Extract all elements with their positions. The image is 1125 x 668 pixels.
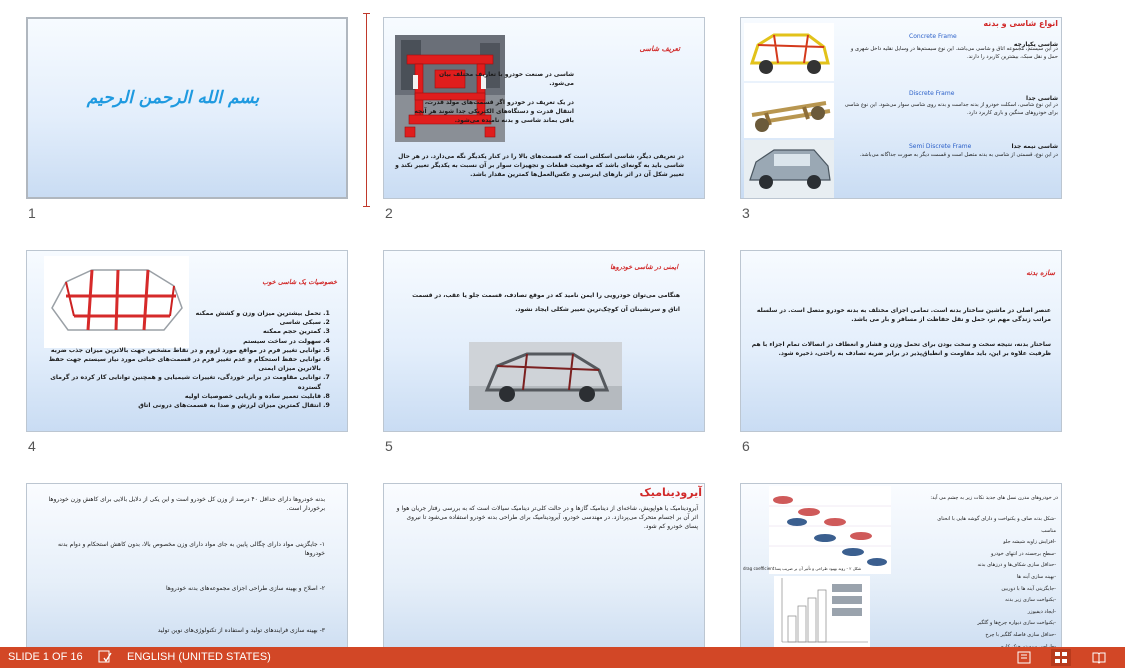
slide-thumbnail-3[interactable] xyxy=(740,17,1062,199)
slide-thumbnail-7[interactable] xyxy=(26,483,348,648)
slide-thumbnail-2[interactable] xyxy=(383,17,705,199)
slide-number: 1 xyxy=(28,205,36,221)
list-item: -یکنواخت سازی زیر بدنه xyxy=(1005,597,1056,604)
features-list xyxy=(921,514,1056,665)
chassis-frame-image xyxy=(395,35,505,142)
list-item: -حداقل سازی شکاف‌ها و درزهای بدنه xyxy=(977,562,1056,569)
reading-view-icon[interactable] xyxy=(1089,649,1109,666)
slide-paragraph: ۱- جایگزینی مواد دارای چگالی پایین به جای مواد دارای وزن مخصوص بالا، بدون کاهش استحکام و دوام بدنه خودروها xyxy=(57,541,325,557)
slide-thumbnail-6[interactable] xyxy=(740,250,1062,432)
slide-number: 6 xyxy=(742,438,750,454)
slide-number: 4 xyxy=(28,438,36,454)
list-item: -سطح برجسته در انتهای خودرو xyxy=(991,550,1056,557)
figure-caption: drag coefficient xyxy=(743,566,775,571)
list-item: -ایجاد دیفیوزر xyxy=(1027,608,1056,615)
slide-heading: سازه بدنه xyxy=(1026,269,1055,277)
list-item: 8. قابلیت تعمیر ساده و بازیابی خصوصیات اولیه xyxy=(35,392,321,401)
frame-type-label: Concrete Frame xyxy=(909,33,957,40)
slide-heading: آیرودینامیک xyxy=(639,486,702,499)
list-item: -شکل بدنه صاف و یکنواخت و دارای گوشه هایی با انحنای مناسب xyxy=(937,516,1056,534)
slide-heading: خصوصیات یک شاسی خوب xyxy=(262,278,337,286)
slide-thumbnail-1[interactable] xyxy=(26,17,348,199)
insertion-marker xyxy=(366,13,367,207)
slide-paragraph: آیرودینامیک یا هواپویش، شاخه‌ای از دینامیک گازها و در حالت کلی‌تر دینامیک سیالات است که به بررسی رفتار جریان هوا و اثر آن بر اجسام متحرک می‌پردازد. در مهندسی خودرو، آیرودینامیک برای طراحی بدنه خودرو استفاده می‌شود تا نیروی پسای خودرو کم شود. xyxy=(396,505,698,530)
slide-paragraph: در این نوع، قسمتی از شاسی به بدنه متصل است و قسمت دیگر به صورت جداگانه می‌باشد. xyxy=(859,152,1058,158)
slide-sorter-view-icon[interactable] xyxy=(1051,649,1071,666)
list-item: 9. انتقال کمترین میزان لرزش و صدا به قسمت‌های درونی اتاق xyxy=(35,401,321,410)
slide-paragraph: در خودروهای مدرن نسل های جدید نکات زیر به چشم می آید: xyxy=(930,495,1058,501)
list-item: -بهینه سازی آینه ها xyxy=(1016,573,1056,580)
list-item: 3. کمترین حجم ممکنه xyxy=(35,327,321,336)
language-indicator[interactable]: ENGLISH (UNITED STATES) xyxy=(127,651,271,663)
concrete-frame-image xyxy=(744,23,834,81)
list-item: -افزایش زاویه شیشه جلو xyxy=(1003,539,1056,546)
list-item: -یکنواخت سازی دیواره چرخ‌ها و گلگیر xyxy=(977,620,1056,627)
slide-paragraph: ۲- اصلاح و بهینه سازی طراحی اجزای مجموعه‌های بدنه خودروها xyxy=(165,585,325,592)
slide-number: 3 xyxy=(742,205,750,221)
list-item: -جایگزینی آینه ها با دوربین xyxy=(1001,585,1056,592)
slide-title: بسم الله الرحمن الرحیم xyxy=(86,88,260,108)
slide-thumbnail-8[interactable] xyxy=(383,483,705,648)
semi-discrete-frame-image xyxy=(744,140,834,198)
slide-paragraph: در یک تعریف در خودرو اگر قسمت‌های مولد قدرت، انتقال قدرت و دستگاه‌های الکتریکی جدا شوند هر آنچه باقی بماند شاسی و بدنه نامیده می‌شود. xyxy=(414,99,574,124)
drag-coefficient-chart-image xyxy=(774,576,870,648)
car-evolution-chart-image xyxy=(769,486,891,574)
crash-test-image xyxy=(469,342,622,410)
slide-paragraph: هنگامی می‌توان خودرویی را ایمن نامید که در موقع تصادف، قسمت جلو یا عقب، در قسمت اتاق و سرنشینان آن کوچک‌ترین تغییر شکلی ایجاد نشود. xyxy=(412,292,680,313)
characteristics-list xyxy=(35,309,335,410)
slide-thumbnail-4[interactable] xyxy=(26,250,348,432)
slide-count-indicator[interactable]: SLIDE 1 OF 16 xyxy=(8,651,83,663)
figure-caption: شکل ۲ - روند بهبود طراحی و تأثیر آن بر ضریب پسا xyxy=(775,566,862,571)
slide-paragraph: ۳- بهینه سازی فرایندهای تولید و استفاده از تکنولوژی‌های نوین تولید xyxy=(157,627,325,634)
slide-paragraph: بدنه خودرو‌ها دارای حداقل ۴۰ درصد از وزن کل خودرو است و این یکی از دلایل بالایی برای کاهش وزن خودروها برخوردار است. xyxy=(48,496,325,512)
frame-type-label-fa: شاسی یکپارچه xyxy=(1013,41,1058,48)
frame-type-label: Semi Discrete Frame xyxy=(909,143,972,150)
slide-heading: انواع شاسی و بدنه xyxy=(983,19,1058,28)
slide-paragraph: ساختار بدنه، نتیجه سخت و سخت بودن برای تحمل وزن و فشار و انعطاف در اتصالات تمام اجزاء با هم ظرفیت علاوه بر این، باید مقاومت و انطباق‌پذیر در برابر ضربه تصادف به راحتی، ذخیره شود. xyxy=(751,341,1051,357)
slide-heading: تعریف شاسی xyxy=(639,45,680,53)
list-item: -حداقل سازی فاصله گلگیر با چرخ xyxy=(985,631,1056,638)
list-item: 5. توانایی تغییر فرم در مواقع مورد لزوم و در نقاط مشخص جهت بالاترین میزان جذب ضربه xyxy=(35,346,321,355)
frame-type-label-fa: شاسی جدا xyxy=(1025,95,1058,102)
slide-thumbnail-9[interactable] xyxy=(740,483,1062,648)
slide-heading: ایمنی در شاسی خودروها xyxy=(610,263,678,271)
list-item: 6. توانایی حفظ استحکام و عدم تغییر فرم در قسمت‌های حیاتی مورد نیاز سیستم جهت حفظ بالاترین میزان ایمنی xyxy=(35,355,321,373)
normal-view-icon[interactable] xyxy=(1014,649,1034,666)
list-item: 2. سبکی شاسی xyxy=(35,318,321,327)
slide-number: 5 xyxy=(385,438,393,454)
slide-paragraph: شاسی در صنعت خودرو با تعاریف مختلف بیان می‌شود. xyxy=(438,71,574,87)
slide-paragraph: در تعریفی دیگر، شاسی اسکلتی است که قسمت‌های بالا را در کنار یکدیگر نگه می‌دارد. در هر حال شاسی باید به گونه‌ای باشد که موقعیت قطعات و تجهیزات سوار بر آن نسبت به یکدیگر تغییر نکند و تغییر شکل آن در اثر بارهای اینرسی و عکس‌العمل‌ها کمترین مقدار باشد. xyxy=(395,153,684,178)
list-item: 4. سهولت در ساخت سیستم xyxy=(35,337,321,346)
list-item: 1. تحمل بیشترین میزان وزن و کشش ممکنه xyxy=(35,309,321,318)
list-item: 7. توانایی مقاومت در برابر خوردگی، تغییرات شیمیایی و همچنین توانایی کار کرده در گرمای گسترده xyxy=(35,373,321,391)
frame-type-label: Discrete Frame xyxy=(909,90,955,97)
slide-paragraph: عنصر اصلی در ماشین ساختار بدنه است. تمامی اجزای مختلف به بدنه خودرو متصل است. در سلسله مراتب زندگی مهم تر، حمل و نقل حفاظت از مسافر و بار می باشد. xyxy=(756,307,1051,323)
frame-type-label-fa: شاسی نیمه جدا xyxy=(1011,143,1058,150)
slide-number: 2 xyxy=(385,205,393,221)
slide-paragraph: در این نوع شاسی، اسکلت خودرو از بدنه جداست و بدنه روی شاسی سوار می‌شود. این نوع شاسی برای خودروهای سنگین و باری کاربرد دارد. xyxy=(844,102,1058,116)
discrete-frame-image xyxy=(744,83,834,138)
status-bar xyxy=(0,647,1125,668)
slide-paragraph: در این سیستم، مجموعه اتاق و شاسی می‌باشد. این نوع سیستم‌ها در وسایل نقلیه داخل شهری و حمل و نقل سبک، بیشترین کاربرد را دارند. xyxy=(850,46,1058,60)
spell-check-icon[interactable] xyxy=(97,649,113,664)
slide-thumbnail-5[interactable] xyxy=(383,250,705,432)
